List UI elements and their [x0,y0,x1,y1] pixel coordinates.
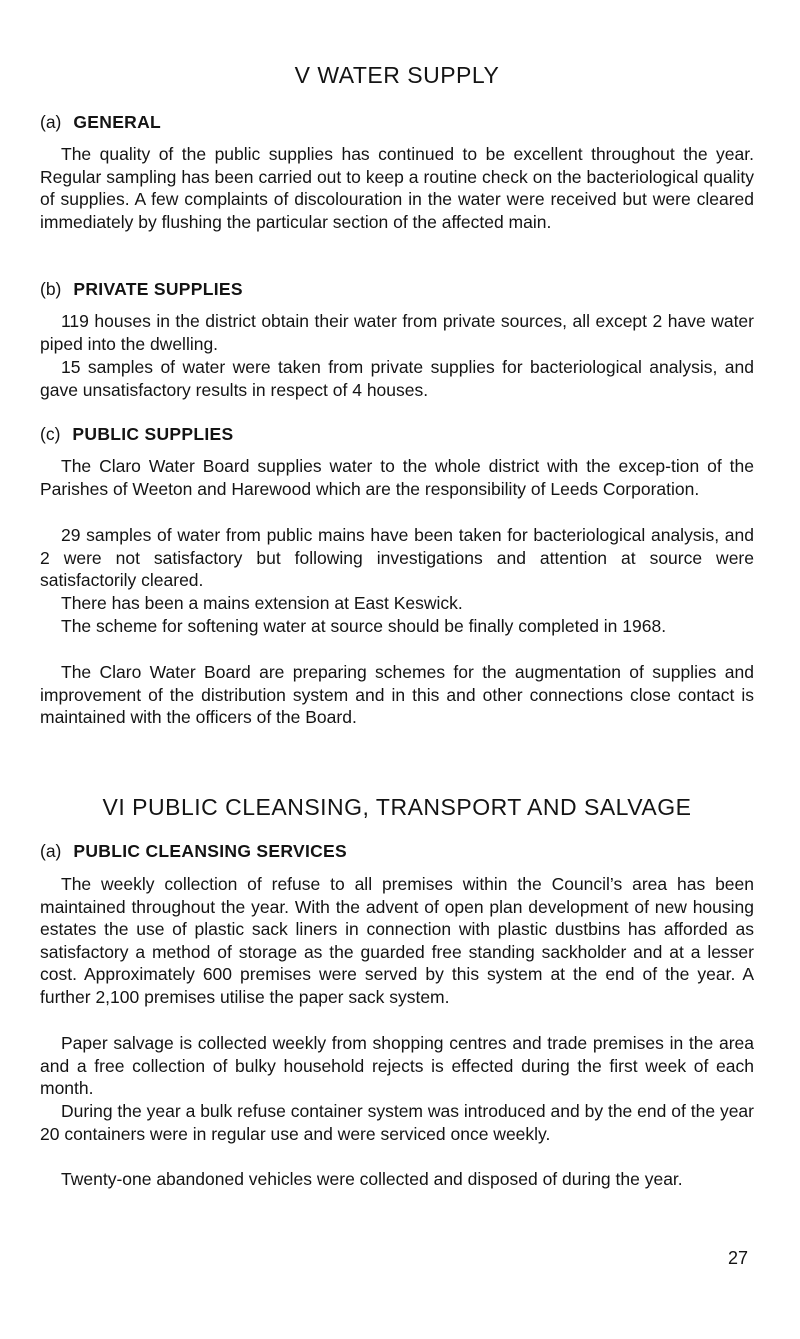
section-letter: (a) [40,841,62,861]
section-heading-public-supplies [40,424,233,445]
paragraph-bulk-container: During the year a bulk refuse container system was introduced and by the end of the year 20 containers were in regular use and were serviced once weekly. [40,1101,754,1144]
paragraph-private-houses: 119 houses in the district obtain their water from private sources, all except 2 have water piped into the dwelling. [40,311,754,354]
section-heading-general [40,112,161,133]
section-letter: (b) [40,279,62,299]
chapter-title-public-cleansing: VI PUBLIC CLEANSING, TRANSPORT AND SALVAGE [102,794,692,820]
page-number: 27 [728,1248,749,1268]
paragraph-private-samples: 15 samples of water were taken from private supplies for bacteriological analysis, and gave unsatisfactory results in respect of 4 houses. [40,357,754,400]
paragraph-general-quality: The quality of the public supplies has continued to be excellent throughout the year. Regular sampling has been carried out to keep a routine check on the bacteriological quality of supplies. A few complaints of discolouration in the water were received but were cleared immediately by flushing the particular section of the affected main. [40,144,754,232]
section-letter: (c) [40,424,61,444]
paragraph-paper-salvage: Paper salvage is collected weekly from shopping centres and trade premises in the area and a free collection of bulky household rejects is effected during the first week of each month. [40,1033,754,1099]
paragraph-abandoned-vehicles: Twenty-one abandoned vehicles were collected and disposed of during the year. [61,1169,683,1189]
paragraph-public-augmentation: The Claro Water Board are preparing schemes for the augmentation of supplies and improvement of the distribution system and in this and other connections close contact is maintained with the officers of the Board. [40,662,754,728]
chapter-title-water-supply: V WATER SUPPLY [294,62,500,88]
paragraph-public-samples: 29 samples of water from public mains have been taken for bacteriological analysis, and 2 were not satisfactory but following investigations and attention at source were satisfactorily cleared. [40,525,754,591]
section-title: PRIVATE SUPPLIES [73,279,243,299]
paragraph-public-softening: The scheme for softening water at source should be finally completed in 1968. [61,616,667,636]
section-title: PUBLIC CLEANSING SERVICES [73,841,347,861]
section-heading-public-cleansing-services [40,841,347,862]
section-title: GENERAL [73,112,162,132]
section-letter: (a) [40,112,62,132]
paragraph-public-claro-board: The Claro Water Board supplies water to the whole district with the excep-tion of the Parishes of Weeton and Harewood which are the responsibility of Leeds Corporation. [40,456,754,499]
paragraph-refuse-collection: The weekly collection of refuse to all premises within the Council’s area has been maintained throughout the year. With the advent of open plan development of new housing estates the use of plastic sack liners in connection with plastic dustbins has afforded as satisfactory a method of storage as the guarded free standing sackholder and at a lesser cost. Approximately 600 premises were served by this system at the end of the year. A further 2,100 premises utilise the paper sack system. [40,874,754,1007]
paragraph-public-mains-extension: There has been a mains extension at East Keswick. [61,593,463,613]
section-heading-private-supplies [40,279,243,300]
section-title: PUBLIC SUPPLIES [72,424,234,444]
